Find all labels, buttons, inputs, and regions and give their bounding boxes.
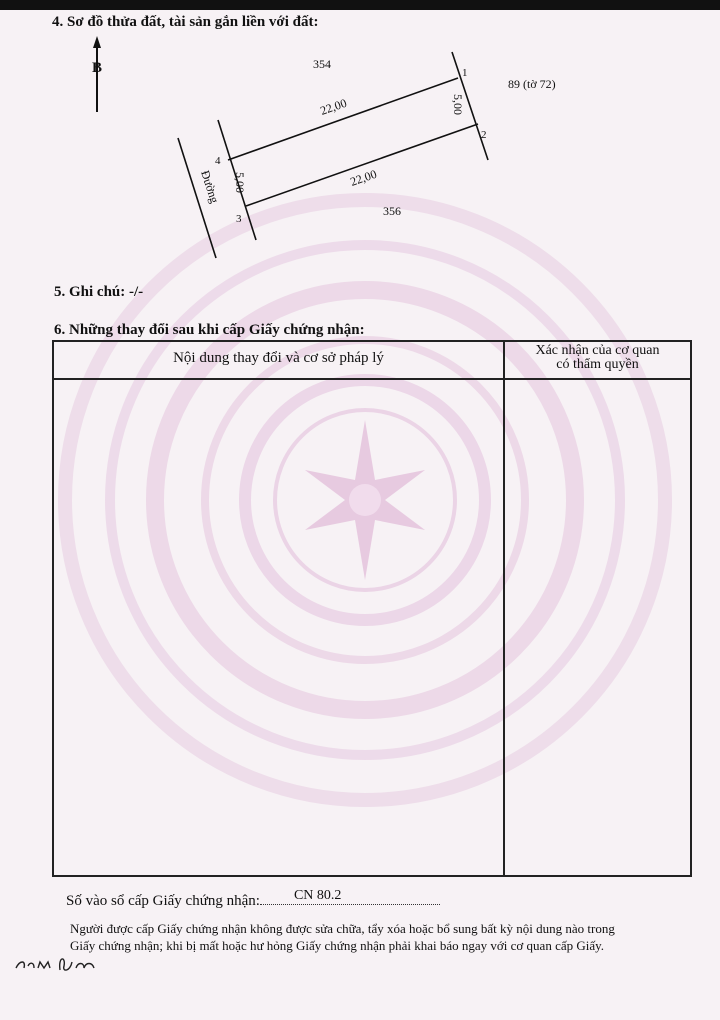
signature-scribble — [14, 952, 104, 976]
table-header-divider — [54, 378, 690, 380]
north-arrow-head — [93, 36, 101, 48]
table-header-confirmation-line1: Xác nhận của cơ quan — [535, 343, 660, 358]
road-label: Đường — [198, 168, 222, 205]
footer-line-2: Giấy chứng nhận; khi bị mất hoặc hư hỏng Giấy chứng nhận phải khai báo ngay với cơ quan cấp Giấy. — [70, 938, 605, 953]
width-left-label: 5,00 — [233, 172, 247, 193]
point-4-label: 4 — [215, 155, 221, 167]
point-2-label: 2 — [481, 129, 487, 141]
table-header-confirmation-line2: có thẩm quyền — [556, 357, 639, 372]
table-column-divider — [503, 342, 505, 875]
parcel-356-label: 356 — [383, 204, 401, 218]
registry-label: Số vào sổ cấp Giấy chứng nhận: — [66, 893, 260, 909]
handwritten-signature — [14, 952, 104, 980]
parcel-89-label: 89 (tờ 72) — [508, 77, 556, 91]
registry-number: CN 80.2 — [293, 888, 342, 903]
length-top-label: 22,00 — [318, 95, 349, 118]
length-bottom-label: 22,00 — [348, 166, 379, 189]
point-1-label: 1 — [462, 67, 468, 79]
point-3-label: 3 — [236, 213, 242, 225]
changes-table — [52, 340, 692, 877]
parcel-bottom-edge — [246, 124, 478, 206]
north-label: B — [92, 60, 103, 76]
section-6-title: 6. Những thay đổi sau khi cấp Giấy chứng nhận: — [54, 322, 365, 338]
section-5-title: 5. Ghi chú: -/- — [54, 284, 144, 300]
parcel-354-label: 354 — [313, 57, 331, 71]
footer-notice — [70, 920, 710, 954]
registry-line — [66, 890, 440, 910]
width-right-label: 5,00 — [451, 94, 465, 115]
registry-dotted-field — [260, 890, 440, 905]
table-header-confirmation — [505, 344, 690, 372]
section-4-title: 4. Sơ đồ thửa đất, tài sản gắn liền với đất: — [52, 14, 319, 30]
parcel-top-edge — [228, 78, 458, 160]
table-header-content: Nội dung thay đổi và cơ sở pháp lý — [173, 350, 384, 366]
footer-line-1: Người được cấp Giấy chứng nhận không được sửa chữa, tẩy xóa hoặc bổ sung bất kỳ nội dung nào trong — [70, 921, 615, 936]
land-plot-diagram — [0, 0, 720, 270]
